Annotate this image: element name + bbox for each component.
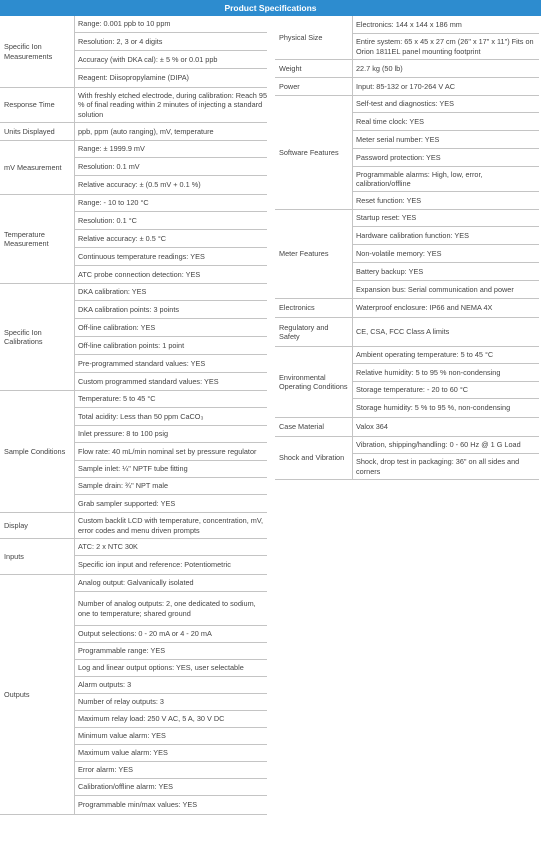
spec-row-text: ATC probe connection detection: YES <box>78 269 201 279</box>
spec-row-text: Custom backlit LCD with temperature, concentration, mV, error codes and menu driven prompts <box>78 516 264 535</box>
spec-group-label-text: Case Material <box>279 422 325 432</box>
spec-row-text: CE, CSA, FCC Class A limits <box>356 327 450 337</box>
spec-group-rows <box>352 437 539 479</box>
spec-row-text: Programmable min/max values: YES <box>78 800 198 810</box>
spec-row <box>353 399 539 417</box>
spec-group <box>0 16 267 88</box>
spec-row <box>75 643 267 660</box>
spec-group-rows <box>352 96 539 209</box>
spec-row <box>75 158 267 176</box>
spec-row <box>75 478 267 495</box>
spec-row <box>75 796 267 814</box>
spec-row-text: Storage temperature: - 20 to 60 °C <box>356 385 469 395</box>
spec-row <box>353 418 539 436</box>
spec-row-text: Maximum value alarm: YES <box>78 748 168 758</box>
spec-group-label <box>275 299 352 317</box>
spec-group-rows <box>352 347 539 417</box>
spec-row-text: Temperature: 5 to 45 °C <box>78 394 156 404</box>
spec-row <box>75 212 267 230</box>
spec-group-rows <box>74 88 267 122</box>
spec-row-text: Relative humidity: 5 to 95 % non-condensing <box>356 367 501 377</box>
spec-row-text: Inlet pressure: 8 to 100 psig <box>78 429 169 439</box>
spec-row <box>75 88 267 122</box>
spec-row <box>75 539 267 556</box>
spec-group <box>275 210 539 299</box>
spec-row <box>75 461 267 478</box>
spec-group-rows <box>352 16 539 59</box>
spec-row-text: Pre-programmed standard values: YES <box>78 358 206 368</box>
spec-row-text: Analog output: Galvanically isolated <box>78 578 194 588</box>
spec-row-text: Accuracy (with DKA cal): ± 5 % or 0.01 ppb <box>78 54 218 64</box>
spec-group <box>275 299 539 318</box>
spec-group-label-text: Response Time <box>4 100 55 110</box>
spec-row <box>75 556 267 574</box>
spec-row <box>75 443 267 461</box>
spec-group-label-text: Software Features <box>279 147 339 157</box>
spec-row-text: Real time clock: YES <box>356 116 424 126</box>
spec-group-rows <box>352 318 539 346</box>
spec-row-text: Flow rate: 40 mL/min nominal set by pressure regulator <box>78 446 257 456</box>
spec-row-text: Expansion bus: Serial communication and power <box>356 284 514 294</box>
spec-group-label <box>0 123 74 140</box>
spec-row <box>353 318 539 346</box>
spec-group-rows <box>352 210 539 298</box>
spec-row-text: Battery backup: YES <box>356 266 424 276</box>
spec-group-rows <box>74 16 267 87</box>
spec-row-text: Maximum relay load: 250 V AC, 5 A, 30 V DC <box>78 714 225 724</box>
spec-row <box>353 113 539 131</box>
spec-group-rows <box>352 60 539 77</box>
spec-group-rows <box>74 195 267 283</box>
spec-group-label <box>0 513 74 538</box>
spec-row <box>353 245 539 263</box>
spec-group <box>0 88 267 123</box>
spec-row-text: Log and linear output options: YES, user selectable <box>78 663 244 673</box>
spec-row <box>75 319 267 337</box>
spec-group-label <box>275 60 352 77</box>
spec-group-label <box>275 16 352 59</box>
spec-row <box>353 149 539 167</box>
spec-group <box>0 539 267 575</box>
spec-group <box>0 575 267 815</box>
spec-row <box>75 337 267 355</box>
spec-row <box>75 195 267 212</box>
spec-row <box>353 364 539 382</box>
spec-row-text: Sample drain: ¾" NPT male <box>78 481 169 491</box>
spec-group <box>275 347 539 418</box>
spec-group-rows <box>352 78 539 95</box>
spec-group <box>275 318 539 347</box>
spec-row-text: Non-volatile memory: YES <box>356 248 442 258</box>
spec-row <box>75 373 267 390</box>
spec-group <box>0 284 267 391</box>
spec-row <box>353 131 539 149</box>
spec-group-label <box>0 391 74 512</box>
spec-row <box>75 408 267 426</box>
spec-row-text: Resolution: 0.1 mV <box>78 161 140 171</box>
spec-row <box>75 711 267 728</box>
spec-row <box>75 391 267 408</box>
spec-row <box>353 437 539 454</box>
spec-row <box>353 227 539 245</box>
spec-row-text: Custom programmed standard values: YES <box>78 376 219 386</box>
spec-row <box>75 592 267 626</box>
spec-group <box>275 16 539 60</box>
spec-row-text: Reset function: YES <box>356 195 422 205</box>
spec-row <box>75 230 267 248</box>
spec-row <box>353 299 539 317</box>
spec-group-rows <box>74 141 267 194</box>
spec-row-text: Relative accuracy: ± (0.5 mV + 0.1 %) <box>78 180 201 190</box>
spec-row-text: Range: 0.001 ppb to 10 ppm <box>78 19 171 29</box>
spec-group <box>275 78 539 96</box>
spec-group-label <box>0 141 74 194</box>
spec-group <box>0 195 267 284</box>
spec-group-rows <box>74 284 267 390</box>
spec-group-rows <box>74 539 267 574</box>
spec-group-label <box>275 318 352 346</box>
spec-group-label <box>0 284 74 390</box>
spec-group-label-text: mV Measurement <box>4 162 62 172</box>
spec-row <box>353 96 539 113</box>
spec-row-text: Electronics: 144 x 144 x 186 mm <box>356 19 462 29</box>
spec-group <box>0 141 267 195</box>
spec-group-label-text: Physical Size <box>279 32 323 42</box>
spec-row <box>353 192 539 209</box>
spec-row <box>75 176 267 194</box>
spec-row-text: Startup reset: YES <box>356 213 417 223</box>
spec-row-text: Meter serial number: YES <box>356 134 440 144</box>
spec-group-label <box>0 16 74 87</box>
spec-group <box>275 437 539 480</box>
spec-row <box>353 16 539 34</box>
spec-group-label-text: Temperature Measurement <box>4 229 49 248</box>
spec-row <box>75 779 267 796</box>
spec-row <box>353 382 539 399</box>
spec-group-label-text: Environmental Operating Conditions <box>279 372 348 391</box>
spec-row-text: Sample inlet: ¼" NPTF tube fitting <box>78 464 188 474</box>
spec-row <box>75 677 267 694</box>
spec-row-text: Range: ± 1999.9 mV <box>78 144 145 154</box>
spec-group-label <box>275 347 352 417</box>
spec-group <box>0 123 267 141</box>
spec-row <box>75 16 267 33</box>
spec-row-text: Off-line calibration: YES <box>78 322 156 332</box>
spec-row-text: Shock, drop test in packaging: 36" on all sides and corners <box>356 457 520 476</box>
spec-group-label-text: Outputs <box>4 689 30 699</box>
spec-row-text: Self-test and diagnostics: YES <box>356 99 455 109</box>
spec-row-text: DKA calibration points: 3 points <box>78 304 179 314</box>
spec-group <box>275 60 539 78</box>
spec-group-label-text: Units Displayed <box>4 126 55 136</box>
spec-group-label-text: Specific Ion Measurements <box>4 42 53 61</box>
spec-row-text: Valox 364 <box>356 422 388 432</box>
spec-row-text: Relative accuracy: ± 0.5 °C <box>78 233 167 243</box>
spec-group <box>275 96 539 210</box>
spec-row <box>75 248 267 266</box>
spec-row-text: Resolution: 2, 3 or 4 digits <box>78 36 163 46</box>
spec-group-rows <box>74 391 267 512</box>
spec-row <box>75 745 267 762</box>
spec-group-label <box>0 195 74 283</box>
spec-row <box>353 454 539 479</box>
spec-group-label-text: Inputs <box>4 551 24 561</box>
spec-group-label-text: Display <box>4 520 28 530</box>
spec-row <box>353 60 539 77</box>
spec-group <box>0 391 267 513</box>
spec-row <box>75 301 267 319</box>
spec-group-rows <box>74 123 267 140</box>
spec-group-label-text: Power <box>279 81 300 91</box>
spec-row <box>353 78 539 95</box>
spec-row-text: Output selections: 0 - 20 mA or 4 - 20 mA <box>78 629 212 639</box>
right-spec-column <box>275 16 539 480</box>
spec-row <box>75 694 267 711</box>
spec-group <box>0 513 267 539</box>
spec-row <box>75 762 267 779</box>
spec-row-text: Grab sampler supported: YES <box>78 498 176 508</box>
spec-row <box>353 281 539 298</box>
spec-group-label-text: Electronics <box>279 303 315 313</box>
spec-row-text: Minimum value alarm: YES <box>78 731 166 741</box>
spec-row <box>75 141 267 158</box>
spec-row-text: ATC: 2 x NTC 30K <box>78 542 138 552</box>
spec-row <box>353 263 539 281</box>
spec-group-label <box>0 575 74 814</box>
spec-row-text: DKA calibration: YES <box>78 287 147 297</box>
spec-row-text: Storage humidity: 5 % to 95 %, non-condensing <box>356 403 511 413</box>
spec-row-text: 22.7 kg (50 lb) <box>356 63 403 73</box>
spec-group-label <box>275 418 352 436</box>
spec-group-label <box>275 437 352 479</box>
spec-row-text: Hardware calibration function: YES <box>356 230 470 240</box>
spec-row <box>75 426 267 443</box>
spec-row-text: Programmable range: YES <box>78 646 166 656</box>
table-title: Product Specifications <box>0 0 541 16</box>
spec-row-text: Resolution: 0.1 °C <box>78 215 137 225</box>
spec-row <box>75 495 267 512</box>
spec-group-label <box>275 78 352 95</box>
spec-row-text: Programmable alarms: High, low, error, calibration/offline <box>356 169 483 188</box>
spec-row <box>75 123 267 140</box>
spec-row-text: Input: 85-132 or 170-264 V AC <box>356 81 455 91</box>
spec-group-rows <box>74 513 267 538</box>
spec-row-text: Alarm outputs: 3 <box>78 680 132 690</box>
spec-row-text: Password protection: YES <box>356 152 441 162</box>
spec-row <box>353 34 539 59</box>
spec-row <box>75 626 267 643</box>
spec-group-rows <box>74 575 267 814</box>
spec-row <box>353 210 539 227</box>
spec-group-label <box>0 88 74 122</box>
spec-row <box>75 728 267 745</box>
spec-row-text: ppb, ppm (auto ranging), mV, temperature <box>78 126 214 136</box>
spec-row-text: With freshly etched electrode, during calibration: Reach 95 % of final reading within 2 minutes of injecting a standard solution <box>78 91 268 119</box>
spec-row-text: Ambient operating temperature: 5 to 45 °C <box>356 350 494 360</box>
spec-row-text: Reagent: Diisopropylamine (DIPA) <box>78 73 189 83</box>
left-spec-column <box>0 16 267 815</box>
spec-row <box>75 266 267 283</box>
spec-row-text: Number of analog outputs: 2, one dedicated to sodium, one to temperature; shared ground <box>78 599 256 618</box>
spec-row-text: Error alarm: YES <box>78 765 134 775</box>
spec-row-text: Range: - 10 to 120 °C <box>78 198 149 208</box>
spec-row <box>75 513 267 538</box>
spec-row-text: Total acidity: Less than 50 ppm CaCO₃ <box>78 411 204 421</box>
spec-row-text: Vibration, shipping/handling: 0 - 60 Hz @ 1 G Load <box>356 440 521 450</box>
spec-row <box>75 355 267 373</box>
spec-group-label-text: Meter Features <box>279 249 329 259</box>
spec-row <box>75 51 267 69</box>
spec-group <box>275 418 539 437</box>
spec-group-label-text: Weight <box>279 63 302 73</box>
spec-row-text: Continuous temperature readings: YES <box>78 251 205 261</box>
spec-row-text: Waterproof enclosure: IP66 and NEMA 4X <box>356 303 493 313</box>
spec-group-label-text: Specific Ion Calibrations <box>4 327 43 346</box>
spec-group-label <box>0 539 74 574</box>
spec-group-rows <box>352 418 539 436</box>
spec-row <box>353 347 539 364</box>
spec-group-label-text: Sample Conditions <box>4 446 66 456</box>
spec-row-text: Entire system: 65 x 45 x 27 cm (26" x 17" x 11") Fits on Orion 1811EL panel mounting footprint <box>356 37 534 56</box>
spec-row <box>75 284 267 301</box>
spec-row <box>75 660 267 677</box>
spec-row-text: Calibration/offline alarm: YES <box>78 782 174 792</box>
spec-row <box>75 33 267 51</box>
spec-group-label <box>275 96 352 209</box>
spec-row-text: Specific ion input and reference: Potentiometric <box>78 560 231 570</box>
spec-row <box>353 167 539 192</box>
spec-row-text: Off-line calibration points: 1 point <box>78 340 185 350</box>
spec-group-label-text: Shock and Vibration <box>279 453 345 463</box>
spec-group-label-text: Regulatory and Safety <box>279 322 329 341</box>
spec-group-label <box>275 210 352 298</box>
spec-group-rows <box>352 299 539 317</box>
spec-row-text: Number of relay outputs: 3 <box>78 697 164 707</box>
spec-row <box>75 575 267 592</box>
spec-row <box>75 69 267 87</box>
